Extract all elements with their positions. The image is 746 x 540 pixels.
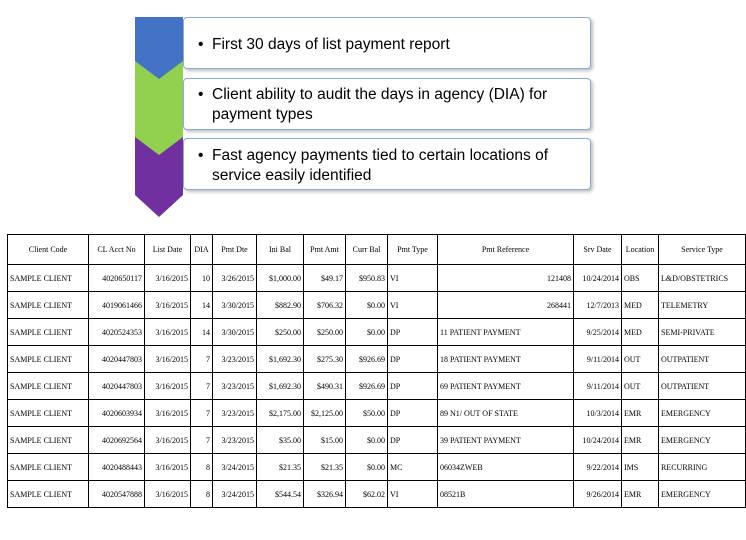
table-cell: $0.00 bbox=[346, 454, 388, 481]
table-cell: 3/16/2015 bbox=[145, 346, 191, 373]
table-cell: $35.00 bbox=[257, 427, 304, 454]
table-cell: SAMPLE CLIENT bbox=[8, 427, 89, 454]
table-cell: 39 PATIENT PAYMENT bbox=[438, 427, 574, 454]
table-cell: VI bbox=[388, 292, 438, 319]
column-header: CL Acct No bbox=[89, 235, 145, 265]
bullet-text-2-line-1: Client ability to audit the days in agency (DIA) for bbox=[212, 86, 548, 103]
table-cell: SAMPLE CLIENT bbox=[8, 454, 89, 481]
table-cell: $2,125.00 bbox=[304, 400, 346, 427]
bullet-box-3 bbox=[183, 138, 591, 190]
table-cell: 89 N1/ OUT OF STATE bbox=[438, 400, 574, 427]
table-cell: $326.94 bbox=[304, 481, 346, 508]
table-cell: 08521B bbox=[438, 481, 574, 508]
table-cell: OUT bbox=[622, 373, 659, 400]
table-cell: 8 bbox=[191, 481, 213, 508]
table-cell: SAMPLE CLIENT bbox=[8, 481, 89, 508]
table-row bbox=[8, 373, 746, 400]
table-header-row bbox=[8, 235, 746, 265]
table-cell: 06034ZWEB bbox=[438, 454, 574, 481]
table-cell: 3/16/2015 bbox=[145, 319, 191, 346]
table-cell: $2,175.00 bbox=[257, 400, 304, 427]
table-cell: 14 bbox=[191, 319, 213, 346]
table-cell: 10 bbox=[191, 265, 213, 292]
table-cell: SAMPLE CLIENT bbox=[8, 373, 89, 400]
table-cell: DP bbox=[388, 400, 438, 427]
column-header: Location bbox=[622, 235, 659, 265]
table-cell: 18 PATIENT PAYMENT bbox=[438, 346, 574, 373]
table-cell: 3/23/2015 bbox=[213, 427, 257, 454]
column-header: Pmt Dte bbox=[213, 235, 257, 265]
table-cell: 3/16/2015 bbox=[145, 265, 191, 292]
table-cell: 4020603934 bbox=[89, 400, 145, 427]
table-cell: 3/16/2015 bbox=[145, 373, 191, 400]
table-cell: RECURRING bbox=[659, 454, 746, 481]
column-header: Client Code bbox=[8, 235, 89, 265]
table-cell: 9/25/2014 bbox=[574, 319, 622, 346]
table-cell: OUT bbox=[622, 346, 659, 373]
bullet-dot: • bbox=[198, 86, 204, 103]
table-cell: 4020447803 bbox=[89, 346, 145, 373]
table-row bbox=[8, 265, 746, 292]
table-row bbox=[8, 454, 746, 481]
column-header: Curr Bal bbox=[346, 235, 388, 265]
table-cell: 8 bbox=[191, 454, 213, 481]
table-cell: MC bbox=[388, 454, 438, 481]
table-cell: 4020488443 bbox=[89, 454, 145, 481]
table-cell: 10/3/2014 bbox=[574, 400, 622, 427]
table-cell: $50.00 bbox=[346, 400, 388, 427]
table-cell: 9/11/2014 bbox=[574, 346, 622, 373]
table-row bbox=[8, 481, 746, 508]
table-cell: MED bbox=[622, 319, 659, 346]
table-cell: DP bbox=[388, 373, 438, 400]
table-cell: $706.32 bbox=[304, 292, 346, 319]
payment-report-table-wrap bbox=[7, 234, 729, 508]
table-cell: 3/16/2015 bbox=[145, 454, 191, 481]
table-cell: $1,692.30 bbox=[257, 346, 304, 373]
table-cell: EMERGENCY bbox=[659, 427, 746, 454]
table-cell: 12/7/2013 bbox=[574, 292, 622, 319]
table-cell: $926.69 bbox=[346, 346, 388, 373]
table-cell: 69 PATIENT PAYMENT bbox=[438, 373, 574, 400]
table-row bbox=[8, 400, 746, 427]
table-row bbox=[8, 292, 746, 319]
table-cell: $15.00 bbox=[304, 427, 346, 454]
table-cell: EMERGENCY bbox=[659, 481, 746, 508]
table-cell: 3/30/2015 bbox=[213, 292, 257, 319]
table-cell: 10/24/2014 bbox=[574, 427, 622, 454]
table-cell: 3/30/2015 bbox=[213, 319, 257, 346]
chevron-shape-purple bbox=[135, 137, 183, 217]
table-cell: OBS bbox=[622, 265, 659, 292]
table-cell: SAMPLE CLIENT bbox=[8, 292, 89, 319]
table-cell: $250.00 bbox=[304, 319, 346, 346]
table-cell: DP bbox=[388, 346, 438, 373]
table-cell: 9/11/2014 bbox=[574, 373, 622, 400]
table-cell: SAMPLE CLIENT bbox=[8, 346, 89, 373]
bullet-text-1: First 30 days of list payment report bbox=[212, 36, 450, 53]
table-cell: 3/24/2015 bbox=[213, 454, 257, 481]
table-cell: SAMPLE CLIENT bbox=[8, 400, 89, 427]
table-cell: 3/16/2015 bbox=[145, 481, 191, 508]
column-header: List Date bbox=[145, 235, 191, 265]
table-cell: 4020650117 bbox=[89, 265, 145, 292]
bullet-dot: • bbox=[198, 147, 204, 164]
table-cell: 9/26/2014 bbox=[574, 481, 622, 508]
table-cell: $62.02 bbox=[346, 481, 388, 508]
table-cell: SAMPLE CLIENT bbox=[8, 265, 89, 292]
table-cell: 7 bbox=[191, 427, 213, 454]
table-cell: $490.31 bbox=[304, 373, 346, 400]
table-cell: $950.83 bbox=[346, 265, 388, 292]
table-cell: $1,000.00 bbox=[257, 265, 304, 292]
table-row bbox=[8, 427, 746, 454]
table-cell: SEMI-PRIVATE bbox=[659, 319, 746, 346]
table-cell: 11 PATIENT PAYMENT bbox=[438, 319, 574, 346]
bullet-box-1 bbox=[183, 17, 591, 69]
table-cell: 3/26/2015 bbox=[213, 265, 257, 292]
table-cell: 4020547888 bbox=[89, 481, 145, 508]
column-header: Service Type bbox=[659, 235, 746, 265]
table-cell: VI bbox=[388, 481, 438, 508]
table-cell: 4019061466 bbox=[89, 292, 145, 319]
table-cell: 10/24/2014 bbox=[574, 265, 622, 292]
bullet-box-2 bbox=[183, 78, 591, 130]
table-cell: VI bbox=[388, 265, 438, 292]
payment-report-table bbox=[7, 234, 746, 508]
column-header: Pmt Type bbox=[388, 235, 438, 265]
table-cell: $21.35 bbox=[257, 454, 304, 481]
table-cell: $882.90 bbox=[257, 292, 304, 319]
table-cell: EMR bbox=[622, 481, 659, 508]
table-cell: 4020524353 bbox=[89, 319, 145, 346]
chevron-purple bbox=[135, 137, 183, 217]
table-cell: 3/23/2015 bbox=[213, 400, 257, 427]
bullet-diagram bbox=[0, 0, 720, 220]
table-cell: TELEMETRY bbox=[659, 292, 746, 319]
table-cell: SAMPLE CLIENT bbox=[8, 319, 89, 346]
table-cell: DP bbox=[388, 319, 438, 346]
column-header: Pmt Reference bbox=[438, 235, 574, 265]
table-cell: 9/22/2014 bbox=[574, 454, 622, 481]
table-cell: 3/24/2015 bbox=[213, 481, 257, 508]
table-cell: DP bbox=[388, 427, 438, 454]
table-cell: L&D/OBSTETRICS bbox=[659, 265, 746, 292]
table-cell: MED bbox=[622, 292, 659, 319]
table-cell: 268441 bbox=[438, 292, 574, 319]
table-cell: $21.35 bbox=[304, 454, 346, 481]
column-header: Srv Date bbox=[574, 235, 622, 265]
table-cell: $544.54 bbox=[257, 481, 304, 508]
table-cell: $250.00 bbox=[257, 319, 304, 346]
table-cell: 7 bbox=[191, 373, 213, 400]
table-cell: 3/23/2015 bbox=[213, 373, 257, 400]
table-cell: EMR bbox=[622, 400, 659, 427]
table-cell: 3/16/2015 bbox=[145, 292, 191, 319]
table-cell: $49.17 bbox=[304, 265, 346, 292]
table-cell: EMERGENCY bbox=[659, 400, 746, 427]
table-cell: OUTPATIENT bbox=[659, 373, 746, 400]
table-cell: EMR bbox=[622, 427, 659, 454]
table-cell: $1,692.30 bbox=[257, 373, 304, 400]
table-cell: 121408 bbox=[438, 265, 574, 292]
table-row bbox=[8, 346, 746, 373]
table-cell: $275.30 bbox=[304, 346, 346, 373]
table-cell: 3/23/2015 bbox=[213, 346, 257, 373]
table-cell: OUTPATIENT bbox=[659, 346, 746, 373]
table-cell: IMS bbox=[622, 454, 659, 481]
table-cell: 4020692564 bbox=[89, 427, 145, 454]
column-header: Ini Bal bbox=[257, 235, 304, 265]
column-header: DIA bbox=[191, 235, 213, 265]
table-body bbox=[8, 265, 746, 508]
bullet-dot: • bbox=[198, 36, 204, 53]
table-cell: 3/16/2015 bbox=[145, 427, 191, 454]
bullet-text-2-line-2: payment types bbox=[212, 106, 313, 123]
table-cell: 3/16/2015 bbox=[145, 400, 191, 427]
table-cell: 14 bbox=[191, 292, 213, 319]
bullet-text-3-line-2: service easily identified bbox=[212, 167, 372, 184]
table-row bbox=[8, 319, 746, 346]
column-header: Pmt Amt bbox=[304, 235, 346, 265]
table-cell: $926.69 bbox=[346, 373, 388, 400]
table-cell: 7 bbox=[191, 346, 213, 373]
table-cell: 4020447803 bbox=[89, 373, 145, 400]
table-cell: $0.00 bbox=[346, 427, 388, 454]
bullet-text-3-line-1: Fast agency payments tied to certain locations of bbox=[212, 147, 549, 164]
table-cell: 7 bbox=[191, 400, 213, 427]
table-cell: $0.00 bbox=[346, 319, 388, 346]
table-cell: $0.00 bbox=[346, 292, 388, 319]
